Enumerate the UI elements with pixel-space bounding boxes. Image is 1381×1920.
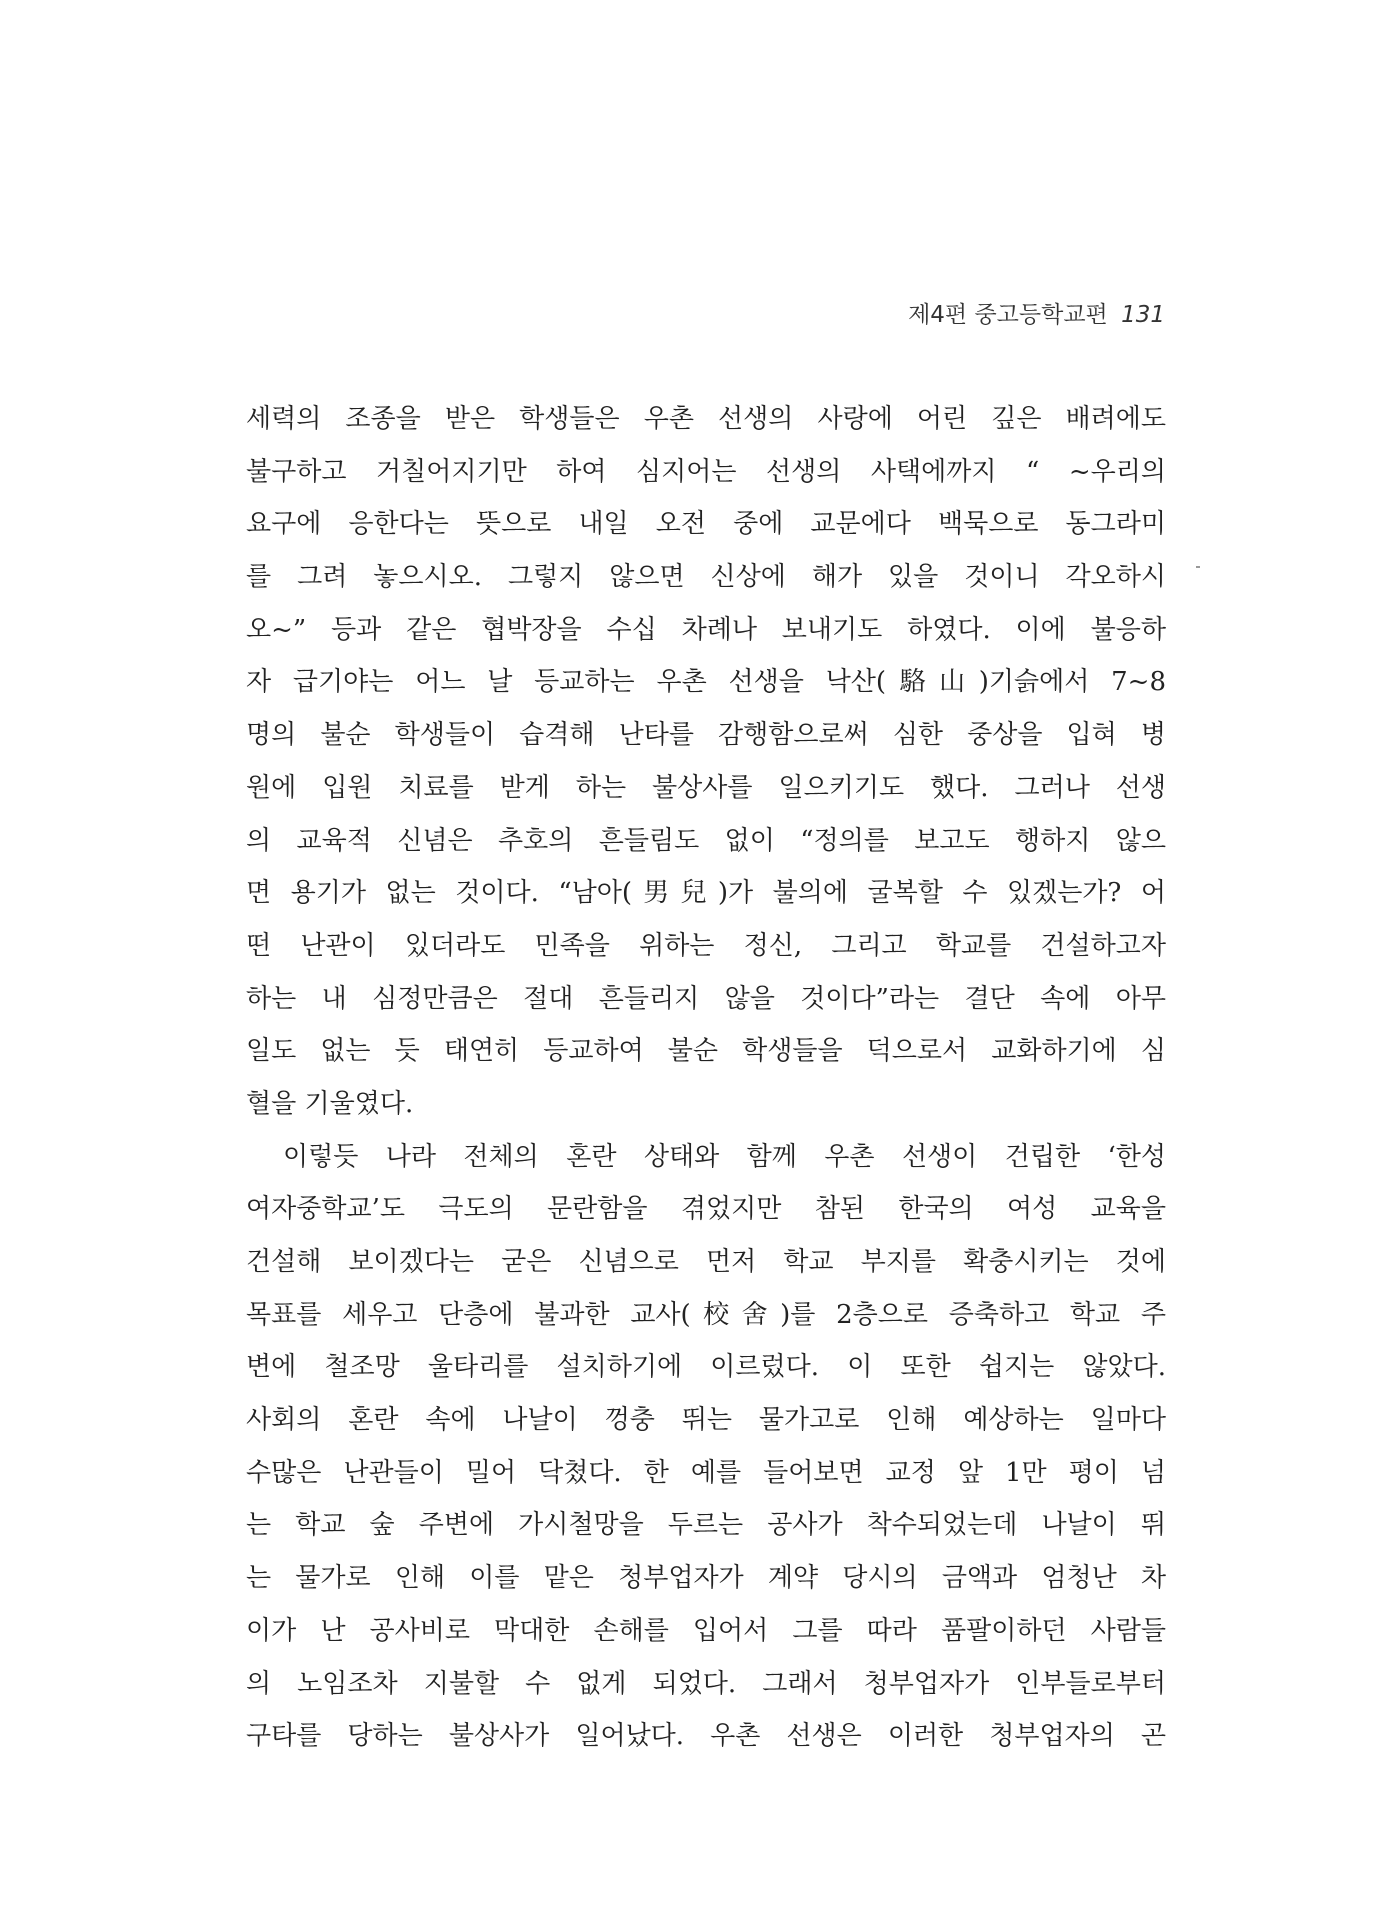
text-line: 불구하고 거칠어지기만 하여 심지어는 선생의 사택에까지 “ ~우리의 <box>246 456 1166 487</box>
page-number: 131 <box>1121 302 1165 328</box>
paragraph-start-line: 이렇듯 나라 전체의 혼란 상태와 함께 우촌 선생이 건립한 ‘한성 <box>283 1141 1166 1172</box>
text-line: 구타를 당하는 불상사가 일어났다. 우촌 선생은 이러한 청부업자의 곤 <box>246 1721 1166 1752</box>
text-line: 원에 입원 치료를 받게 하는 불상사를 일으키기도 했다. 그러나 선생 <box>246 772 1166 803</box>
text-line: 변에 철조망 울타리를 설치하기에 이르렀다. 이 또한 쉽지는 않았다. <box>246 1352 1166 1383</box>
text-line: 를 그려 놓으시오. 그렇지 않으면 신상에 해가 있을 것이니 각오하시 <box>246 562 1166 593</box>
text-line: 일도 없는 듯 태연히 등교하여 불순 학생들을 덕으로서 교화하기에 심 <box>246 1036 1166 1067</box>
text-line: 는 학교 숲 주변에 가시철망을 두르는 공사가 착수되었는데 나날이 뛰 <box>246 1510 1166 1541</box>
text-line: 요구에 응한다는 뜻으로 내일 오전 중에 교문에다 백묵으로 동그라미 <box>246 509 1166 540</box>
margin-mark <box>1196 566 1200 568</box>
text-line: 사회의 혼란 속에 나날이 껑충 뛰는 물가고로 인해 예상하는 일마다 <box>246 1405 1166 1436</box>
text-line: 건설해 보이겠다는 굳은 신념으로 먼저 학교 부지를 확충시키는 것에 <box>246 1247 1166 1277</box>
text-line: 세력의 조종을 받은 학생들은 우촌 선생의 사랑에 어린 깊은 배려에도 <box>246 404 1166 434</box>
text-line: 수많은 난관들이 밀어 닥쳤다. 한 예를 들어보면 교정 앞 1만 평이 넘 <box>246 1457 1166 1488</box>
text-line: 자 급기야는 어느 날 등교하는 우촌 선생을 낙산(駱山)기슭에서 7~8 <box>246 667 1166 698</box>
text-line: 는 물가로 인해 이를 맡은 청부업자가 계약 당시의 금액과 엄청난 차 <box>246 1563 1166 1594</box>
text-line: 이가 난 공사비로 막대한 손해를 입어서 그를 따라 품팔이하던 사람들 <box>246 1615 1166 1646</box>
text-line: 하는 내 심정만큼은 절대 흔들리지 않을 것이다”라는 결단 속에 아무 <box>246 983 1166 1014</box>
paragraph-end-line: 혈을 기울였다. <box>246 1088 414 1119</box>
text-line: 오~” 등과 같은 협박장을 수십 차례나 보내기도 하였다. 이에 불응하 <box>246 614 1166 645</box>
text-line: 의 노임조차 지불할 수 없게 되었다. 그래서 청부업자가 인부들로부터 <box>246 1668 1166 1699</box>
running-header <box>908 296 1165 329</box>
text-line: 목표를 세우고 단층에 불과한 교사(校舍)를 2층으로 증축하고 학교 주 <box>246 1299 1166 1330</box>
text-line: 면 용기가 없는 것이다. “남아(男兒)가 불의에 굴복할 수 있겠는가? 어 <box>246 878 1166 909</box>
text-line: 떤 난관이 있더라도 민족을 위하는 정신, 그리고 학교를 건설하고자 <box>246 930 1166 961</box>
section-title: 제4편 중고등학교편 <box>908 302 1108 328</box>
body-text <box>246 393 1166 1763</box>
text-line: 여자중학교’도 극도의 문란함을 겪었지만 참된 한국의 여성 교육을 <box>246 1194 1166 1225</box>
text-line: 명의 불순 학생들이 습격해 난타를 감행함으로써 심한 중상을 입혀 병 <box>246 720 1166 751</box>
text-line: 의 교육적 신념은 추호의 흔들림도 없이 “정의를 보고도 행하지 않으 <box>246 825 1166 856</box>
